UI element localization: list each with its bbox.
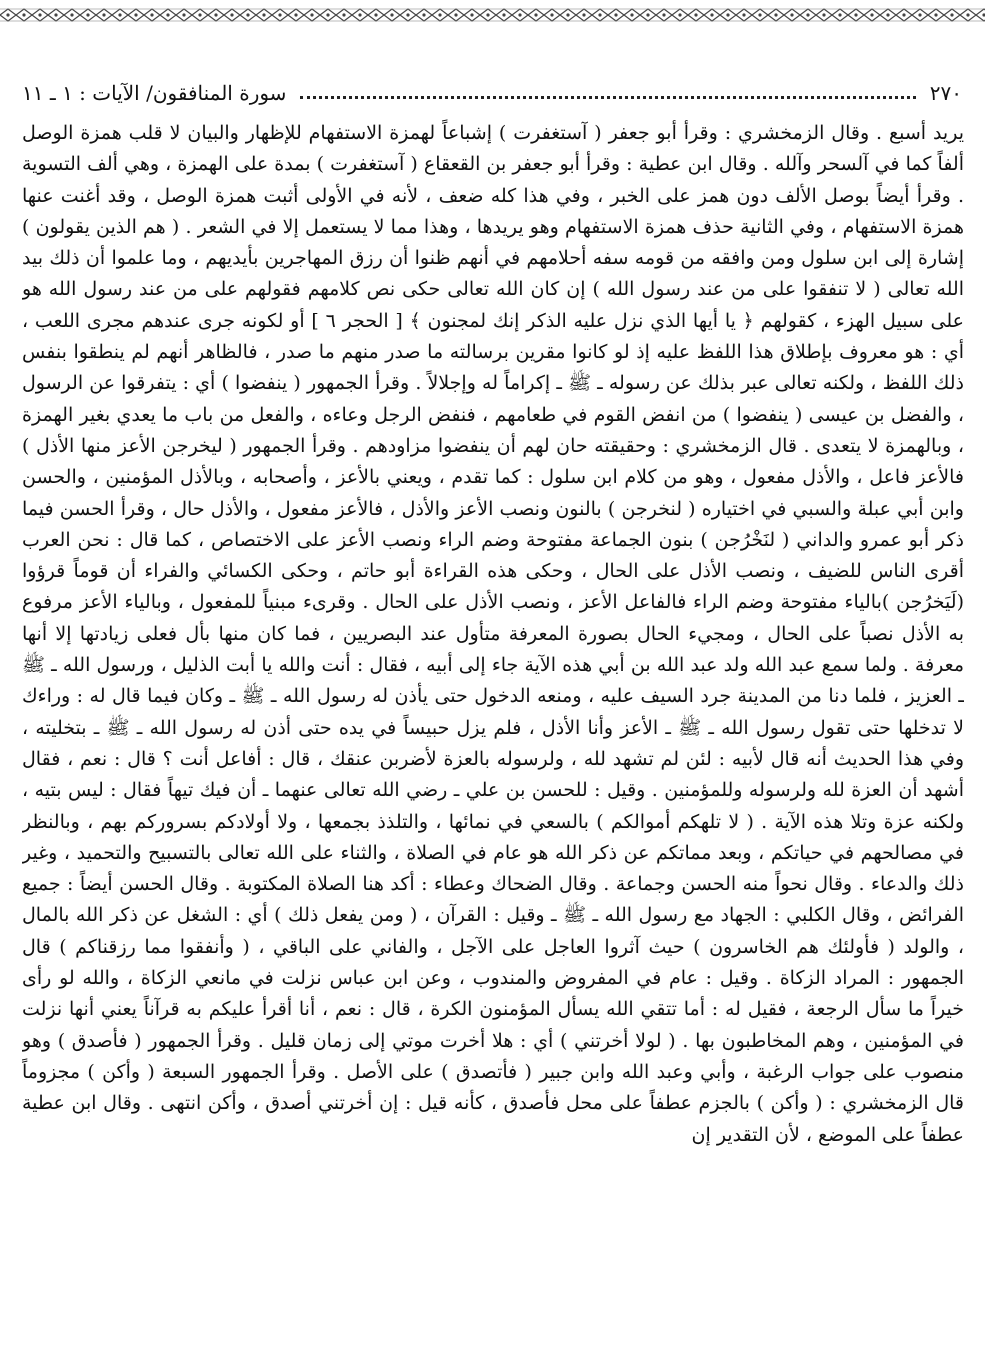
body-paragraph: يريد أسبع . وقال الزمخشري : وقرأ أبو جعفر ( آستغفرت ) إشباعاً لهمزة الاستفهام للإظهار والبيان لا قلب همزة الوصل ألفاً كما في آلسحر وآلله . وقال ابن عطية : وقرأ أبو جعفر بن القعقاع ( آستغفرت ) بمدة على الهمزة ، وهي ألف التسوية . وقرأ أيضاً بوصل الألف دون همز على الخبر ، وفي هذا كله ضعف ، لأنه في الأولى أثبت همزة الوصل ، وقد أغنت عنها همزة الاستفهام ، وفي الثانية حذف همزة الاستفهام وهو يريدها ، وهذا مما لا يستعمل إلا في الشعر . ( هم الذين يقولون ) إشارة إلى ابن سلول ومن وافقه من قومه سفه أحلامهم في أنهم ظنوا أن رزق المهاجرين بأيديهم ، وما علموا أن ذلك بيد الله تعالى ( لا تنفقوا على من عند رسول الله ) إن كان الله تعالى حكى نص كلامهم فقولهم على من عند رسول الله هو على سبيل الهزء ، كقولهم ﴿ يا أيها الذي نزل عليه الذكر إنك لمجنون ﴾ [ الحجر ٦ ] أو لكونه جرى عندهم مجرى اللعب ، أي : هو معروف بإطلاق هذا اللفظ عليه إذ لو كانوا مقرين برسالته ما صدر منهم ما صدر ، فالظاهر أنهم لم ينطقوا بنفس ذلك اللفظ ، ولكنه تعالى عبر بذلك عن رسوله ـ ﷺ ـ إكراماً له وإجلالاً . وقرأ الجمهور ( ينفضوا ) أي : يتفرقوا عن الرسول ، والفضل بن عيسى ( ينفضوا ) من انفض القوم في طعامهم ، فنفض الرجل وعاءه ، والفعل من باب ما يعدي بغير الهمزة ، وبالهمزة لا يتعدى . قال الزمخشري : وحقيقته حان لهم أن ينفضوا مزاودهم . وقرأ الجمهور ( ليخرجن الأعز منها الأذل ) فالأعز فاعل ، والأذل مفعول ، وهو من كلام ابن سلول : كما تقدم ، ويعني بالأعز ، وأصحابه ، وبالأذل المؤمنين ، والحسن وابن أبي عبلة والسبي في اختياره ( لنخرجن ) بالنون ونصب الأعز والأذل ، فالأعز مفعول ، والأذل حال ، وقرأ الحسن فيما ذكر أبو عمرو والداني ( لنَخْرُجن ) بنون الجماعة مفتوحة وضم الراء ونصب الأعز على الاختصاص ، كما قال : نحن العرب أقرى الناس للضيف ، ونصب الأذل على الحال ، وحكى هذه القراءة أبو حاتم ، وحكى الكسائي والفراء أن قوماً قرؤوا (لَيَخرُجن )بالياء مفتوحة وضم الراء فالفاعل الأعز ، ونصب الأذل على الحال . وقرىء مبنياً للمفعول ، وبالياء الأعز مرفوع به الأذل نصباً على الحال ، ومجيء الحال بصورة المعرفة متأول عند البصريين ، فما كان منها بأل فعلى زيادتها إلا أنها معرفة . ولما سمع عبد الله ولد عبد الله بن أبي هذه الآية جاء إلى أبيه ، فقال : أنت والله يا أبت الذليل ، ورسول الله ـ ﷺ ـ العزيز ، فلما دنا من المدينة جرد السيف عليه ، ومنعه الدخول حتى يأذن له رسول الله ـ ﷺ ـ وكان فيما قال له : وراءك لا تدخلها حتى تقول رسول الله ـ ﷺ ـ الأعز وأنا الأذل ، فلم يزل حبيساً في يده حتى أذن له رسول الله ـ ﷺ ـ بتخليته ، وفي هذا الحديث أنه قال لأبيه : لئن لم تشهد لله ، ولرسوله بالعزة لأضربن عنقك ، قال : أفاعل أنت ؟ قال : نعم ، فقال أشهد أن العزة لله ولرسوله وللمؤمنين . وقيل : للحسن بن علي ـ رضي الله تعالى عنهما ـ أن فيك تيهاً فقال : ليس بتيه ، ولكنه عزة وتلا هذه الآية . ( لا تلهكم أموالكم ) بالسعي في نمائها ، والتلذذ بجمعها ، ولا أولادكم بسروركم بهم ، وبالنظر في مصالحهم في حياتكم ، وبعد مماتكم عن ذكر الله هو عام في الصلاة ، والثناء على الله تعالى بالتسبيح والتحميد ، وغير ذلك والدعاء . وقال نحواً منه الحسن وجماعة . وقال الضحاك وعطاء : أكد هنا الصلاة المكتوبة . وقال الحسن أيضاً : جميع الفرائض ، وقال الكلبي : الجهاد مع رسول الله ـ ﷺ ـ وقيل : القرآن ، ( ومن يفعل ذلك ) أي : الشغل عن ذكر الله بالمال ، والولد ( فأولئك هم الخاسرون ) حيث آثروا العاجل على الآجل ، والفاني على الباقي ، ( وأنفقوا مما رزقناكم ) قال الجمهور : المراد الزكاة . وقيل : عام في المفروض والمندوب ، وعن ابن عباس نزلت في مانعي الزكاة ، والله لو رأى خيراً ما سأل الرجعة ، فقيل له : أما تتقي الله يسأل المؤمنون الكرة ، قال : نعم ، أنا أقرأ عليكم به قرآناً يعني أنها نزلت في المؤمنين ، وهم المخاطبون بها . ( لولا أخرتني ) أي : هلا أخرت موتي إلى زمان قليل . وقرأ الجمهور ( فأصدق ) وهو منصوب على جواب الرغبة ، وأبي وعبد الله وابن جبير ( فأتصدق ) على الأصل . وقرأ الجمهور السبعة ( وأكن ) مجزوماً قال الزمخشري : ( وأكن ) بالجزم عطفاً على محل فأصدق ، كأنه قيل : إن أخرتني أصدق ، وأكن انتهى . وقال ابن عطية عطفاً على الموضع ، لأن التقدير إن	[22, 122, 964, 1146]
dotted-leader	[300, 96, 915, 99]
body-text-block	[22, 118, 964, 1310]
running-header	[22, 78, 962, 108]
decorative-top-border	[0, 6, 985, 24]
section-title: سورة المنافقون/ الآيات : ١ ـ ١١	[22, 81, 287, 105]
page-number: ٢٧٠	[929, 81, 962, 105]
